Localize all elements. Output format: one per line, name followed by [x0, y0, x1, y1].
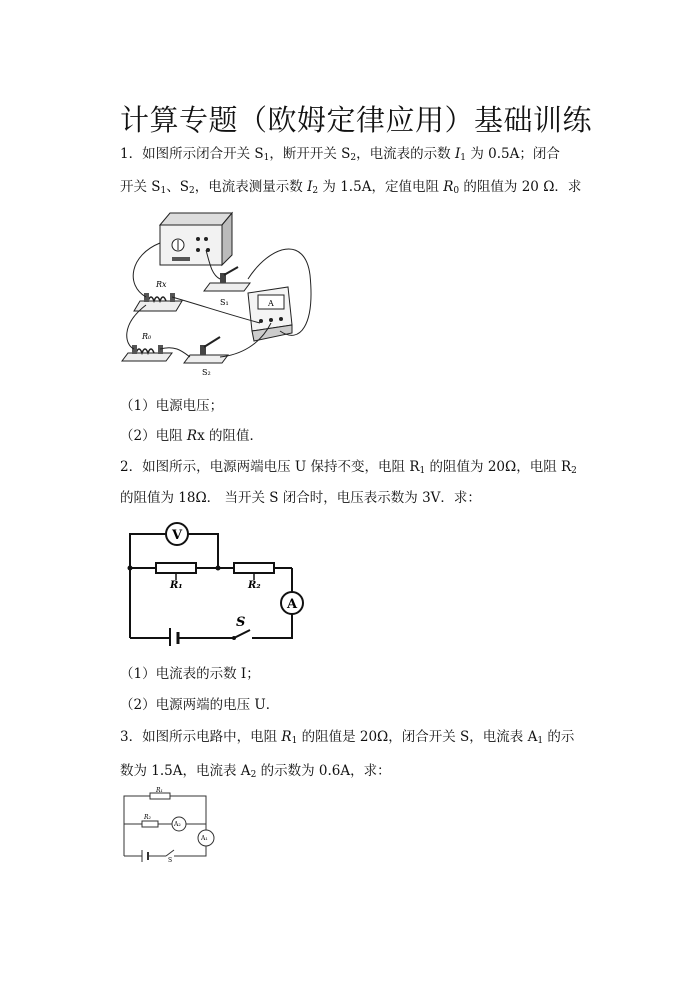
svg-text:A: A	[287, 597, 298, 612]
q2-sub-2: （2）电源两端的电压 U．	[120, 697, 280, 713]
resistor-r2	[142, 821, 158, 827]
q2-line-1: 2．如图所示，电源两端电压 U 保持不变，电阻 $R_1$ 的阻值为 20Ω，电阻 $R_2$	[120, 459, 577, 476]
q3-line-2: 数为 1.5A，电流表 $A_2$ 的示数为 0.6A，求：	[120, 763, 391, 780]
q3-circuit-figure	[120, 786, 215, 862]
svg-text:R₂: R₂	[144, 814, 151, 821]
q1-line-2: 开关 $S_1$、$S_2$，电流表测量示数 $I_2$ 为 1.5A，定值电阻 $R_0$ 的阻值为 20 Ω．求	[120, 179, 582, 196]
q1-line-1: 1．如图所示闭合开关 $S_1$，断开开关 $S_2$，电流表的示数 $I_1$ 为 0.5A；闭合	[120, 146, 560, 163]
page-title: 计算专题（欧姆定律应用）基础训练	[120, 103, 593, 137]
svg-text:A: A	[268, 299, 274, 308]
q2-circuit-figure	[126, 518, 306, 646]
resistor-r2	[234, 563, 274, 591]
svg-text:A₂: A₂	[174, 821, 181, 828]
q1-sub-2: （2）电阻 Rx 的阻值．	[120, 428, 263, 444]
svg-text:Rx: Rx	[156, 280, 167, 289]
resistor-r0	[122, 332, 172, 361]
svg-text:S₂: S₂	[202, 368, 211, 377]
battery	[142, 850, 148, 862]
q3-line-1: 3．如图所示电路中，电阻 $R_1$ 的阻值是 20Ω，闭合开关 S，电流表 $A_1$ 的示	[120, 729, 575, 746]
q2-line-2: 的阻值为 18Ω． 当开关 S 闭合时，电压表示数为 3V．求：	[120, 490, 481, 506]
resistor-r1	[156, 563, 196, 591]
battery	[170, 628, 178, 646]
svg-text:V: V	[172, 528, 183, 543]
ammeter	[248, 287, 292, 341]
svg-text:S: S	[168, 857, 173, 862]
svg-text:S₁: S₁	[220, 298, 229, 307]
svg-text:A₁: A₁	[201, 835, 208, 842]
svg-text:R₁: R₁	[170, 580, 183, 591]
q1-sub-1: （1）电源电压；	[120, 398, 224, 414]
svg-text:R₁: R₁	[156, 787, 163, 794]
switch-s	[166, 850, 174, 862]
svg-text:R₂: R₂	[248, 580, 261, 591]
q2-sub-1: （1）电流表的示数 I；	[120, 666, 260, 682]
resistor-rx	[134, 280, 182, 311]
svg-text:S: S	[236, 615, 246, 630]
power-supply	[160, 213, 232, 265]
svg-text:R₀: R₀	[142, 332, 152, 341]
q1-circuit-figure	[120, 205, 330, 380]
switch-s	[232, 615, 250, 640]
switch-s1	[204, 267, 250, 307]
